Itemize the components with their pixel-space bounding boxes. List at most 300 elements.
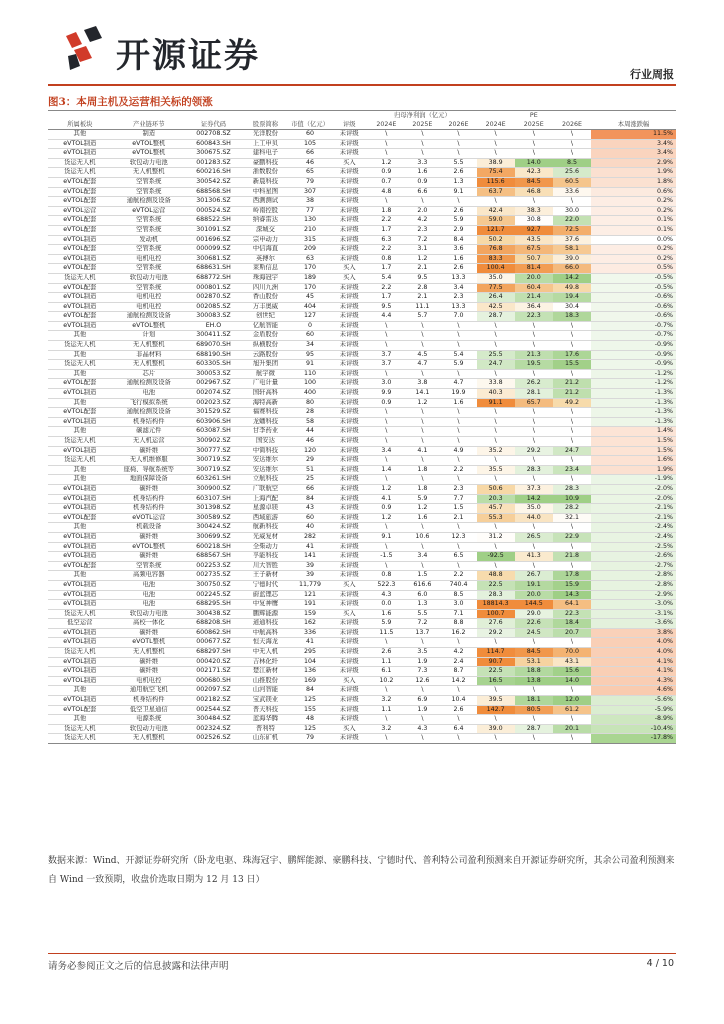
cell-np-2024: 5.9	[368, 619, 404, 629]
cell-chain: 无人机整机	[112, 360, 186, 370]
cell-sector: eVTOL制造	[48, 302, 112, 312]
cell-pe-2026: \	[553, 734, 591, 744]
cell-np-2026: 4.2	[440, 648, 476, 658]
cell-np-2025: 5.9	[404, 494, 440, 504]
cell-np-2025: 10.6	[404, 532, 440, 542]
cell-pe-2024: 22.5	[477, 580, 515, 590]
cell-mktcap: 130	[290, 216, 330, 226]
cell-mktcap: 159	[290, 609, 330, 619]
cell-rating: 未评级	[330, 494, 368, 504]
cell-pe-2025: 19.1	[515, 580, 553, 590]
cell-rating: 未评级	[330, 369, 368, 379]
header-code: 证券代码	[186, 120, 241, 130]
cell-np-2026: 4.9	[440, 446, 476, 456]
cell-chain: 制造	[112, 130, 186, 140]
cell-chain: eVTOL运营	[112, 206, 186, 216]
cell-pe-2024: \	[477, 149, 515, 159]
cell-sector: eVTOL制造	[48, 254, 112, 264]
cell-pe-2025: \	[515, 197, 553, 207]
cell-pe-2026: 18.3	[553, 312, 591, 322]
cell-sector: eVTOL制造	[48, 638, 112, 648]
cell-weekly-change: 1.8%	[591, 177, 676, 187]
cell-weekly-change: -0.9%	[591, 350, 676, 360]
cell-name: 国轩高科	[241, 389, 290, 399]
cell-pe-2024: 35.2	[477, 446, 515, 456]
cell-code: 300900.SZ	[186, 484, 241, 494]
cell-sector: eVTOL配套	[48, 283, 112, 293]
cell-mktcap: 65	[290, 168, 330, 178]
cell-np-2024: 2.6	[368, 648, 404, 658]
cell-pe-2026: \	[553, 321, 591, 331]
cell-code: 600843.SH	[186, 139, 241, 149]
cell-pe-2024: 100.7	[477, 609, 515, 619]
cell-np-2026: 9.1	[440, 187, 476, 197]
cell-name: 中简科技	[241, 446, 290, 456]
cell-weekly-change: -17.8%	[591, 734, 676, 744]
cell-np-2024: \	[368, 427, 404, 437]
cell-pe-2024: 48.8	[477, 571, 515, 581]
cell-code: 688190.SH	[186, 350, 241, 360]
cell-sector: 货运无人机	[48, 648, 112, 658]
cell-pe-2025: 67.5	[515, 245, 553, 255]
cell-pe-2024: 75.4	[477, 168, 515, 178]
cell-np-2026: 8.4	[440, 235, 476, 245]
cell-np-2026: 7.1	[440, 609, 476, 619]
cell-np-2026: 13.3	[440, 273, 476, 283]
cell-code: 000099.SZ	[186, 245, 241, 255]
cell-name: 中科星图	[241, 187, 290, 197]
cell-pe-2025: 14.0	[515, 158, 553, 168]
cell-mktcap: 41	[290, 638, 330, 648]
cell-code: 300411.SZ	[186, 331, 241, 341]
cell-sector: eVTOL配套	[48, 245, 112, 255]
cell-code: 300675.SZ	[186, 149, 241, 159]
cell-mktcap: 58	[290, 417, 330, 427]
cell-np-2025: 1.2	[404, 504, 440, 514]
cell-weekly-change: 1.9%	[591, 465, 676, 475]
cell-pe-2025: \	[515, 130, 553, 140]
cell-np-2026: 5.9	[440, 216, 476, 226]
cell-code: 300750.SZ	[186, 580, 241, 590]
cell-np-2024: 3.0	[368, 379, 404, 389]
cell-chain: 碳纤维	[112, 446, 186, 456]
cell-np-2026: 10.4	[440, 696, 476, 706]
cell-np-2024: 4.1	[368, 494, 404, 504]
cell-pe-2026: \	[553, 130, 591, 140]
cell-pe-2025: 26.2	[515, 379, 553, 389]
cell-code: 688295.SH	[186, 600, 241, 610]
cell-code: 300484.SZ	[186, 715, 241, 725]
cell-rating: 未评级	[330, 360, 368, 370]
cell-pe-2025: \	[515, 408, 553, 418]
cell-np-2024: \	[368, 130, 404, 140]
cell-mktcap: 46	[290, 437, 330, 447]
table-row	[48, 446, 676, 456]
cell-sector: eVTOL制造	[48, 149, 112, 159]
cell-mktcap: 79	[290, 734, 330, 744]
cell-np-2026: 2.4	[440, 657, 476, 667]
cell-np-2025: 7.2	[404, 619, 440, 629]
cell-np-2024: -1.5	[368, 552, 404, 562]
cell-np-2026: 1.3	[440, 177, 476, 187]
cell-code: 300777.SZ	[186, 446, 241, 456]
cell-mktcap: 104	[290, 657, 330, 667]
cell-sector: 其他	[48, 571, 112, 581]
cell-pe-2024: 40.3	[477, 389, 515, 399]
cell-pe-2025: \	[515, 686, 553, 696]
cell-name: 星源卓镁	[241, 504, 290, 514]
cell-mktcap: 38	[290, 197, 330, 207]
table-header-top	[48, 111, 676, 121]
cell-code: 688522.SH	[186, 216, 241, 226]
cell-sector: eVTOL制造	[48, 667, 112, 677]
cell-code: 301306.SZ	[186, 197, 241, 207]
cell-pe-2026: 70.0	[553, 648, 591, 658]
cell-np-2026: 12.3	[440, 532, 476, 542]
cell-pe-2024: 29.2	[477, 628, 515, 638]
cell-np-2025: 13.7	[404, 628, 440, 638]
cell-rating: 未评级	[330, 293, 368, 303]
cell-code: 002171.SZ	[186, 667, 241, 677]
cell-weekly-change: -2.0%	[591, 484, 676, 494]
cell-mktcap: 80	[290, 398, 330, 408]
cell-np-2025: 7.2	[404, 235, 440, 245]
cell-chain: 通航检测及设备	[112, 312, 186, 322]
cell-rating: 未评级	[330, 149, 368, 159]
cell-name: 岭南控股	[241, 206, 290, 216]
cell-code: 600862.SH	[186, 628, 241, 638]
cell-chain: 飞行模拟系统	[112, 398, 186, 408]
cell-chain: 通用航空飞机	[112, 686, 186, 696]
cell-rating: 未评级	[330, 216, 368, 226]
cell-rating: 未评级	[330, 475, 368, 485]
cell-name: 恒天海龙	[241, 638, 290, 648]
cell-np-2024: 11.5	[368, 628, 404, 638]
cell-chain: 无人机维修服	[112, 456, 186, 466]
cell-pe-2024: 22.5	[477, 667, 515, 677]
cell-pe-2025: \	[515, 331, 553, 341]
cell-pe-2024: 50.2	[477, 235, 515, 245]
cell-np-2025: 1.8	[404, 465, 440, 475]
cell-np-2024: \	[368, 715, 404, 725]
cell-chain: 高校一体化	[112, 619, 186, 629]
cell-chain: 电池	[112, 580, 186, 590]
cell-weekly-change: -1.9%	[591, 475, 676, 485]
cell-np-2026: 3.0	[440, 600, 476, 610]
cell-np-2024: 0.8	[368, 571, 404, 581]
cell-chain: eVTOL整机	[112, 321, 186, 331]
cell-pe-2025: \	[515, 341, 553, 351]
cell-np-2025: 1.2	[404, 398, 440, 408]
cell-np-2025: 1.9	[404, 657, 440, 667]
cell-chain: 计划	[112, 331, 186, 341]
cell-pe-2025: 18.1	[515, 696, 553, 706]
cell-np-2024: 3.7	[368, 360, 404, 370]
cell-rating: 未评级	[330, 513, 368, 523]
table-row	[48, 302, 676, 312]
cell-np-2024: 5.4	[368, 273, 404, 283]
cell-sector: eVTOL配套	[48, 408, 112, 418]
cell-np-2024: 6.1	[368, 667, 404, 677]
cell-weekly-change: 4.1%	[591, 667, 676, 677]
cell-np-2025: \	[404, 456, 440, 466]
cell-np-2026: 19.9	[440, 389, 476, 399]
cell-mktcap: 307	[290, 187, 330, 197]
cell-pe-2024: 121.7	[477, 225, 515, 235]
cell-mktcap: 125	[290, 696, 330, 706]
cell-pe-2026: \	[553, 686, 591, 696]
cell-np-2026: \	[440, 686, 476, 696]
cell-np-2025: \	[404, 139, 440, 149]
cell-weekly-change: 1.6%	[591, 456, 676, 466]
cell-mktcap: 121	[290, 590, 330, 600]
cell-pe-2026: 49.2	[553, 398, 591, 408]
cell-np-2024: \	[368, 139, 404, 149]
cell-weekly-change: 11.5%	[591, 130, 676, 140]
cell-code: 300681.SZ	[186, 254, 241, 264]
cell-pe-2025: 19.5	[515, 360, 553, 370]
cell-np-2025: \	[404, 331, 440, 341]
cell-mktcap: 60	[290, 331, 330, 341]
cell-np-2025: 4.2	[404, 216, 440, 226]
cell-sector: 货运无人机	[48, 437, 112, 447]
cell-code: 600218.SH	[186, 542, 241, 552]
cell-rating: 未评级	[330, 283, 368, 293]
header-weekly-change: 本周涨跌幅	[591, 120, 676, 130]
cell-chain: 无人机整机	[112, 648, 186, 658]
cell-np-2025: 4.3	[404, 724, 440, 734]
cell-pe-2025: 35.0	[515, 504, 553, 514]
header-rating: 评级	[330, 120, 368, 130]
cell-pe-2024: \	[477, 561, 515, 571]
cell-chain: 电机电控	[112, 676, 186, 686]
cell-chain: 碳纤维	[112, 667, 186, 677]
cell-np-2024: 9.1	[368, 532, 404, 542]
cell-np-2024: \	[368, 475, 404, 485]
cell-weekly-change: -0.7%	[591, 331, 676, 341]
cell-chain: 机载设备	[112, 523, 186, 533]
cell-pe-2025: 84.5	[515, 177, 553, 187]
cell-pe-2025: 26.7	[515, 571, 553, 581]
cell-pe-2026: 15.5	[553, 360, 591, 370]
cell-name: 广联航空	[241, 484, 290, 494]
table-row	[48, 130, 676, 140]
cell-np-2026: \	[440, 369, 476, 379]
cell-rating: 未评级	[330, 619, 368, 629]
cell-weekly-change: -0.6%	[591, 312, 676, 322]
cell-rating: 未评级	[330, 139, 368, 149]
cell-np-2026: 1.6	[440, 254, 476, 264]
cell-pe-2026: \	[553, 331, 591, 341]
cell-chain: 非晶材料	[112, 350, 186, 360]
cell-code: 603087.SH	[186, 427, 241, 437]
cell-sector: 其他	[48, 465, 112, 475]
table-row	[48, 696, 676, 706]
cell-np-2025: \	[404, 408, 440, 418]
cell-rating: 未评级	[330, 532, 368, 542]
cell-np-2026: \	[440, 638, 476, 648]
cell-name: 四川九洲	[241, 283, 290, 293]
cell-weekly-change: -5.9%	[591, 705, 676, 715]
cell-np-2024: 1.1	[368, 657, 404, 667]
cell-sector: 其他	[48, 350, 112, 360]
cell-sector: 低空运营	[48, 619, 112, 629]
cell-rating: 未评级	[330, 417, 368, 427]
cell-mktcap: 46	[290, 158, 330, 168]
cell-np-2024: \	[368, 408, 404, 418]
cell-code: 002085.SZ	[186, 302, 241, 312]
cell-chain: 空管系统	[112, 216, 186, 226]
cell-rating: 未评级	[330, 437, 368, 447]
header-sector: 所属板块	[48, 120, 112, 130]
cell-chain: 发动机	[112, 235, 186, 245]
cell-weekly-change: -2.5%	[591, 542, 676, 552]
cell-rating: 未评级	[330, 254, 368, 264]
cell-rating: 未评级	[330, 705, 368, 715]
cell-chain: 无人机整机	[112, 734, 186, 744]
cell-sector: eVTOL制造	[48, 696, 112, 706]
header-np-2026: 2026E	[440, 120, 476, 130]
cell-np-2025: \	[404, 341, 440, 351]
cell-np-2025: 616.6	[404, 580, 440, 590]
cell-pe-2024: 115.6	[477, 177, 515, 187]
cell-pe-2025: \	[515, 475, 553, 485]
cell-pe-2026: \	[553, 542, 591, 552]
cell-np-2026: 2.2	[440, 465, 476, 475]
cell-code: 600216.SH	[186, 168, 241, 178]
cell-np-2024: 3.4	[368, 446, 404, 456]
table-row	[48, 686, 676, 696]
cell-rating: 未评级	[330, 696, 368, 706]
cell-pe-2024: 45.7	[477, 504, 515, 514]
cell-pe-2026: 8.5	[553, 158, 591, 168]
cell-np-2026: 6.4	[440, 724, 476, 734]
table-row	[48, 552, 676, 562]
cell-pe-2024: -92.5	[477, 552, 515, 562]
cell-name: 普天科技	[241, 705, 290, 715]
cell-pe-2025: 42.3	[515, 168, 553, 178]
table-row	[48, 389, 676, 399]
cell-pe-2024: 39.5	[477, 696, 515, 706]
cell-name: 中航高科	[241, 628, 290, 638]
table-row	[48, 264, 676, 274]
cell-code: 301091.SZ	[186, 225, 241, 235]
cell-mktcap: 91	[290, 360, 330, 370]
cell-pe-2024: 26.4	[477, 293, 515, 303]
header-mktcap: 市值（亿元）	[291, 121, 329, 128]
cell-pe-2024: 31.2	[477, 532, 515, 542]
table-row	[48, 494, 676, 504]
table-row	[48, 715, 676, 725]
cell-chain: 低空卫星通信	[112, 705, 186, 715]
table-row	[48, 638, 676, 648]
cell-weekly-change: -0.7%	[591, 321, 676, 331]
cell-weekly-change: 1.5%	[591, 446, 676, 456]
cell-pe-2025: 41.3	[515, 552, 553, 562]
table-row	[48, 187, 676, 197]
cell-weekly-change: 0.2%	[591, 254, 676, 264]
cell-np-2024: \	[368, 561, 404, 571]
cell-chain: 电池	[112, 389, 186, 399]
cell-mktcap: 210	[290, 225, 330, 235]
cell-code: 002253.SZ	[186, 561, 241, 571]
cell-name: 宗申动力	[241, 235, 290, 245]
header-pe-group: PE	[477, 111, 592, 121]
cell-np-2026: 5.4	[440, 350, 476, 360]
cell-pe-2024: \	[477, 197, 515, 207]
cell-pe-2026: 43.1	[553, 657, 591, 667]
cell-mktcap: 295	[290, 648, 330, 658]
table-header	[48, 120, 676, 130]
cell-name: 莱斯信息	[241, 264, 290, 274]
cell-rating: 买入	[330, 724, 368, 734]
cell-pe-2026: 37.6	[553, 235, 591, 245]
cell-weekly-change: 2.9%	[591, 158, 676, 168]
cell-pe-2026: 64.1	[553, 600, 591, 610]
cell-rating: 未评级	[330, 187, 368, 197]
cell-weekly-change: -1.2%	[591, 379, 676, 389]
cell-np-2025: 2.3	[404, 225, 440, 235]
cell-code: 002870.SZ	[186, 293, 241, 303]
cell-code: 300589.SZ	[186, 513, 241, 523]
cell-pe-2024: 114.7	[477, 648, 515, 658]
cell-mktcap: 39	[290, 561, 330, 571]
cell-np-2026: 2.2	[440, 571, 476, 581]
table-row	[48, 724, 676, 734]
cell-name: 珠海冠宇	[241, 273, 290, 283]
cell-mktcap: 41	[290, 542, 330, 552]
cell-pe-2024: 35.5	[477, 465, 515, 475]
cell-np-2025: 2.8	[404, 283, 440, 293]
cell-np-2025: \	[404, 561, 440, 571]
cell-code: 603906.SH	[186, 417, 241, 427]
cell-name: 吉林化纤	[241, 657, 290, 667]
page-number: 4 / 10	[646, 958, 674, 969]
cell-rating: 买入	[330, 273, 368, 283]
cell-sector: eVTOL制造	[48, 494, 112, 504]
cell-mktcap: 60	[290, 130, 330, 140]
cell-code: 300083.SZ	[186, 312, 241, 322]
cell-sector: 货运无人机	[48, 456, 112, 466]
cell-weekly-change: 3.8%	[591, 628, 676, 638]
cell-sector: eVTOL制造	[48, 321, 112, 331]
cell-pe-2025: 20.0	[515, 590, 553, 600]
cell-pe-2025: 28.1	[515, 389, 553, 399]
cell-pe-2025: 81.4	[515, 264, 553, 274]
header-cell	[591, 111, 676, 121]
cell-np-2025: 3.4	[404, 552, 440, 562]
cell-np-2026: \	[440, 456, 476, 466]
cell-weekly-change: 4.3%	[591, 676, 676, 686]
cell-rating: 未评级	[330, 312, 368, 322]
cell-np-2026: 3.4	[440, 283, 476, 293]
cell-mktcap: 169	[290, 676, 330, 686]
cell-np-2026: 2.3	[440, 484, 476, 494]
cell-pe-2026: \	[553, 417, 591, 427]
table-row	[48, 734, 676, 744]
cell-pe-2026: 21.2	[553, 389, 591, 399]
cell-code: 002735.SZ	[186, 571, 241, 581]
table-row	[48, 475, 676, 485]
cell-mktcap: 84	[290, 494, 330, 504]
cell-np-2026: 8.8	[440, 619, 476, 629]
cell-np-2025: 1.6	[404, 513, 440, 523]
cell-code: 689070.SH	[186, 341, 241, 351]
header-profit-group: 归母净利润（亿元）	[368, 111, 476, 121]
cell-weekly-change: -5.6%	[591, 696, 676, 706]
cell-sector: 货运无人机	[48, 609, 112, 619]
cell-chain: 高频电容器	[112, 571, 186, 581]
